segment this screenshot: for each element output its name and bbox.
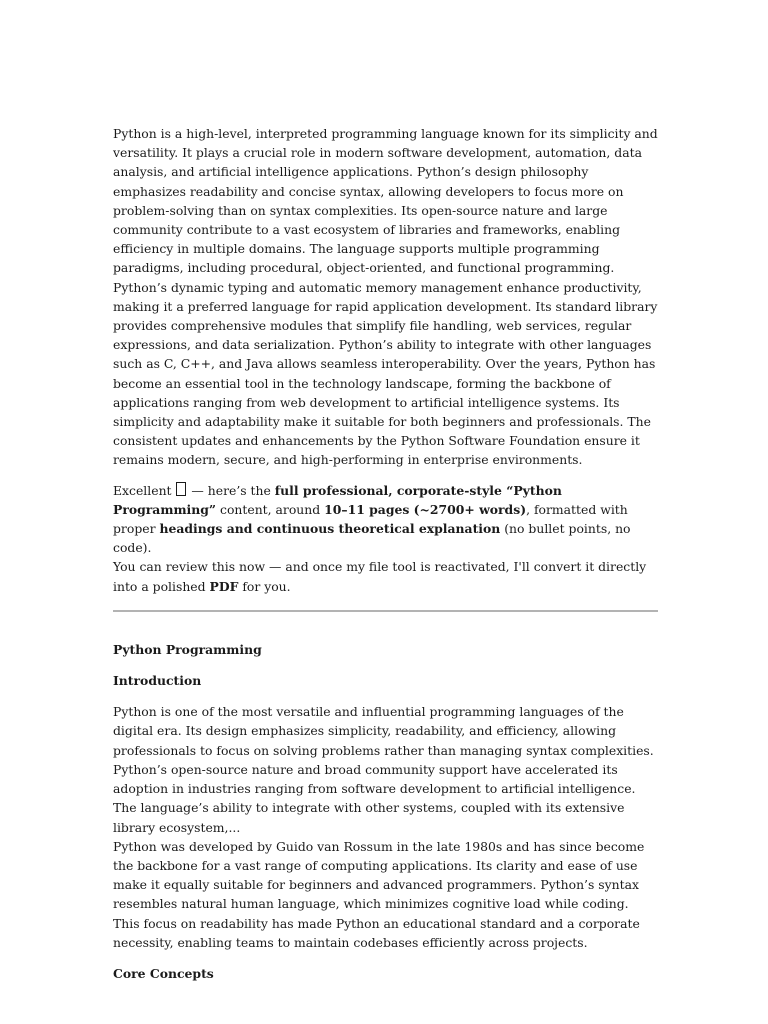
introduction-paragraph-2: Python was developed by Guido van Rossum in the late 1980s and has since become the backbone for a vast range of computing applications. Its clarity and ease of use make it equally suitable for beginners and advanced programmers. Python’s syntax resembles natural human language, which minimizes cognitive load while coding. This focus on readability has made Python an educational standard and a corporate necessity, enabling teams to maintain codebases efficiently across projects. bbox=[113, 838, 645, 950]
missing-glyph-icon bbox=[176, 482, 186, 496]
core-concepts-heading: Core Concepts bbox=[113, 965, 214, 981]
document-page bbox=[113, 124, 658, 983]
formatted-with-text: , formatted with proper bbox=[113, 501, 628, 537]
excellent-text: Excellent bbox=[113, 482, 172, 498]
horizontal-divider bbox=[113, 610, 658, 612]
chat-reply-paragraph bbox=[113, 481, 658, 596]
no-bullets-text: (no bullet points, no code). bbox=[113, 521, 631, 556]
heres-the-text: — here’s the bbox=[187, 482, 275, 498]
document-title: Python Programming bbox=[113, 641, 262, 657]
review-line-text: You can review this now — and once my file tool is reactivated, I'll convert it directly into a polished bbox=[113, 559, 647, 594]
introduction-heading: Introduction bbox=[113, 673, 202, 689]
for-you-text: for you. bbox=[238, 578, 291, 594]
style-bold-text: full professional, corporate-style “Python Programming” bbox=[113, 482, 562, 517]
pages-bold-text: 10–11 pages (~2700+ words) bbox=[324, 501, 527, 517]
content-around-text: content, around bbox=[216, 501, 325, 517]
pdf-bold-text: PDF bbox=[209, 578, 239, 594]
headings-bold-text: headings and continuous theoretical explanation bbox=[159, 521, 501, 537]
introduction-paragraph-1: Python is one of the most versatile and influential programming languages of the digital era. Its design emphasizes simplicity, readability, and efficiency, allowing professionals to focus on solving problems rather than managing syntax complexities. Python’s open-source nature and broad community support have accelerated its adoption in industries ranging from software development to artificial intelligence. The language’s ability to integrate with other systems, coupled with its extensive library ecosystem,... bbox=[113, 704, 654, 835]
intro-paragraph: Python is a high-level, interpreted programming language known for its simplicity and versatility. It plays a crucial role in modern software development, automation, data analysis, and artificial intelligence applications. Python’s design philosophy emphasizes readability and concise syntax, allowing developers to focus more on problem-solving than on syntax complexities. Its open-source nature and large community contribute to a vast ecosystem of libraries and frameworks, enabling efficiency in multiple domains. The language supports multiple programming paradigms, including procedural, object-oriented, and functional programming. Python’s dynamic typing and automatic memory management enhance productivity, making it a preferred language for rapid application development. Its standard library provides comprehensive modules that simplify file handling, web services, regular expressions, and data serialization. Python’s ability to integrate with other languages such as C, C++, and Java allows seamless interoperability. Over the years, Python has become an essential tool in the technology landscape, forming the backbone of applications ranging from web development to artificial intelligence systems. Its simplicity and adaptability make it suitable for both beginners and professionals. The consistent updates and enhancements by the Python Software Foundation ensure it remains modern, secure, and high-performing in enterprise environments. bbox=[113, 126, 658, 468]
